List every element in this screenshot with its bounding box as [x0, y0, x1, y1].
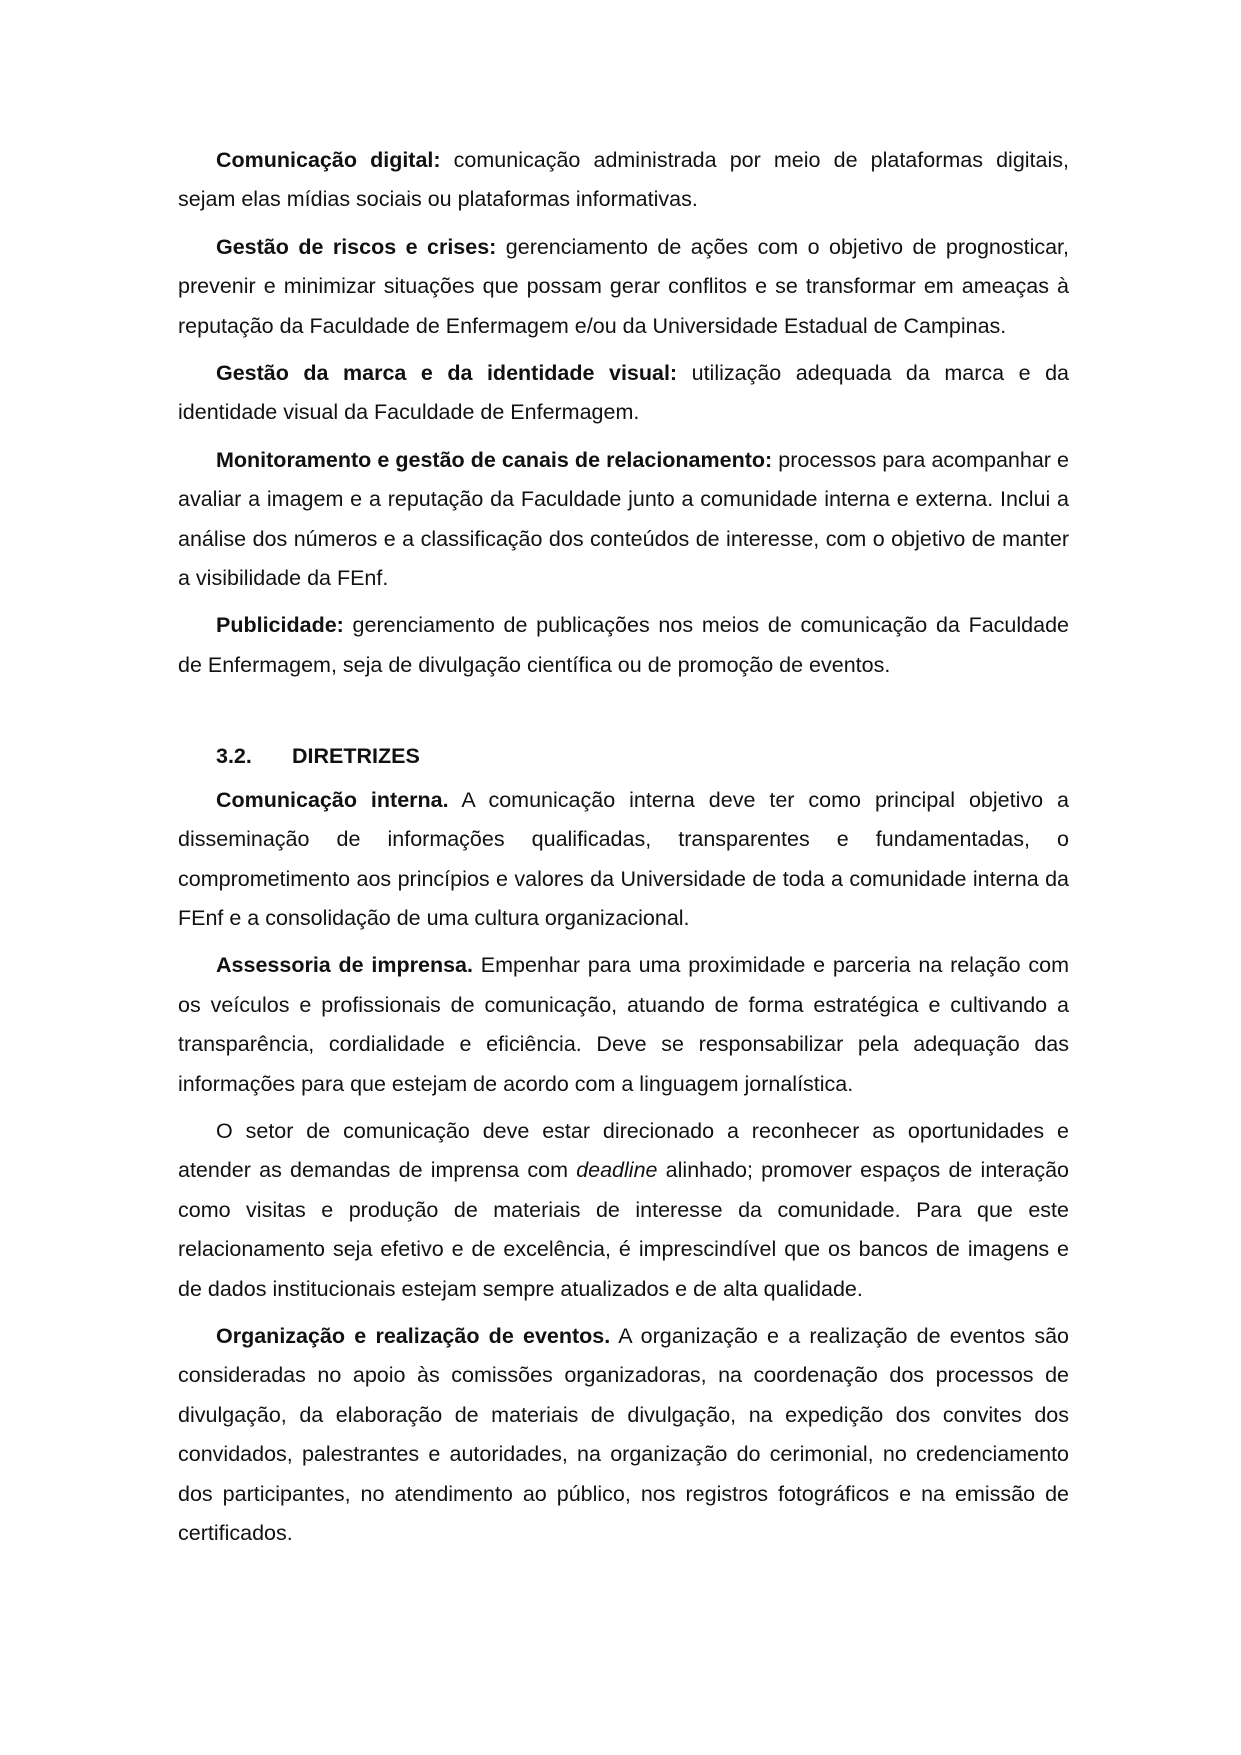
definition-term: Comunicação digital:	[216, 148, 441, 172]
guideline-text-before: O setor de comunicação deve estar direcionado a reconhecer as oportunidades e atender as demandas de imprensa com	[178, 1118, 1069, 1183]
page-content	[178, 141, 1069, 1561]
section-number: 3.2.	[216, 744, 252, 769]
guideline-term: Comunicação interna.	[216, 787, 449, 812]
definition-term: Gestão de riscos e crises:	[216, 234, 497, 259]
guideline-communication-sector	[178, 1112, 1069, 1309]
definition-text: utilização adequada da marca e da identidade visual da Faculdade de Enfermagem.	[178, 361, 1069, 425]
guideline-term: Organização e realização de eventos.	[216, 1323, 611, 1348]
guideline-events	[178, 1317, 1069, 1553]
definition-text: processos para acompanhar e avaliar a imagem e a reputação da Faculdade junto a comunidade interna e externa. Inclui a análise dos números e a classificação dos conteúdos de interesse, com o objetivo de manter a visibilidade da FEnf.	[178, 447, 1069, 591]
definition-text: gerenciamento de publicações nos meios de comunicação da Faculdade de Enfermagem, seja de divulgação científica ou de promoção de eventos.	[178, 613, 1069, 677]
guideline-text-after: alinhado; promover espaços de interação como visitas e produção de materiais de interesse da comunidade. Para que este relacionamento seja efetivo e de excelência, é imprescindível que os bancos de imagens e de dados institucionais estejam sempre atualizados e de alta qualidade.	[178, 1158, 1069, 1301]
section-title: DIRETRIZES	[292, 744, 420, 769]
definition-digital-communication	[178, 141, 1069, 220]
guideline-internal-communication	[178, 781, 1069, 939]
definition-term: Publicidade:	[216, 613, 344, 638]
guideline-press-office	[178, 946, 1069, 1104]
guideline-text: A comunicação interna deve ter como principal objetivo a disseminação de informações qualificadas, transparentes e fundamentadas, o comprometimento aos princípios e valores da Universidade de toda a comunidade interna da FEnf e a consolidação de uma cultura organizacional.	[178, 787, 1069, 930]
definition-brand-identity	[178, 354, 1069, 433]
definition-term: Monitoramento e gestão de canais de relacionamento:	[216, 447, 773, 472]
definition-term: Gestão da marca e da identidade visual:	[216, 361, 678, 386]
guideline-text: Empenhar para uma proximidade e parceria na relação com os veículos e profissionais de comunicação, atuando de forma estratégica e cultivando a transparência, cordialidade e eficiência. Deve se responsabilizar pela adequação das informações para que estejam de acordo com a linguagem jornalística.	[178, 953, 1069, 1096]
definition-text: gerenciamento de ações com o objetivo de prognosticar, prevenir e minimizar situações que possam gerar conflitos e se transformar em ameaças à reputação da Faculdade de Enfermagem e/ou da Universidade Estadual de Campinas.	[178, 234, 1069, 338]
guideline-text: A organização e a realização de eventos são consideradas no apoio às comissões organizadoras, na coordenação dos processos de divulgação, da elaboração de materiais de divulgação, na expedição dos convites dos convidados, palestrantes e autoridades, na organização do cerimonial, no credenciamento dos participantes, no atendimento ao público, nos registros fotográficos e na emissão de certificados.	[178, 1323, 1069, 1545]
deadline-italic-word: deadline	[576, 1158, 658, 1183]
guideline-term: Assessoria de imprensa.	[216, 953, 473, 978]
definition-advertising	[178, 606, 1069, 685]
definition-text: comunicação administrada por meio de plataformas digitais, sejam elas mídias sociais ou plataformas informativas.	[178, 148, 1069, 212]
section-heading	[178, 737, 1069, 776]
definition-channel-monitoring	[178, 441, 1069, 599]
definition-risk-crisis-management	[178, 228, 1069, 346]
